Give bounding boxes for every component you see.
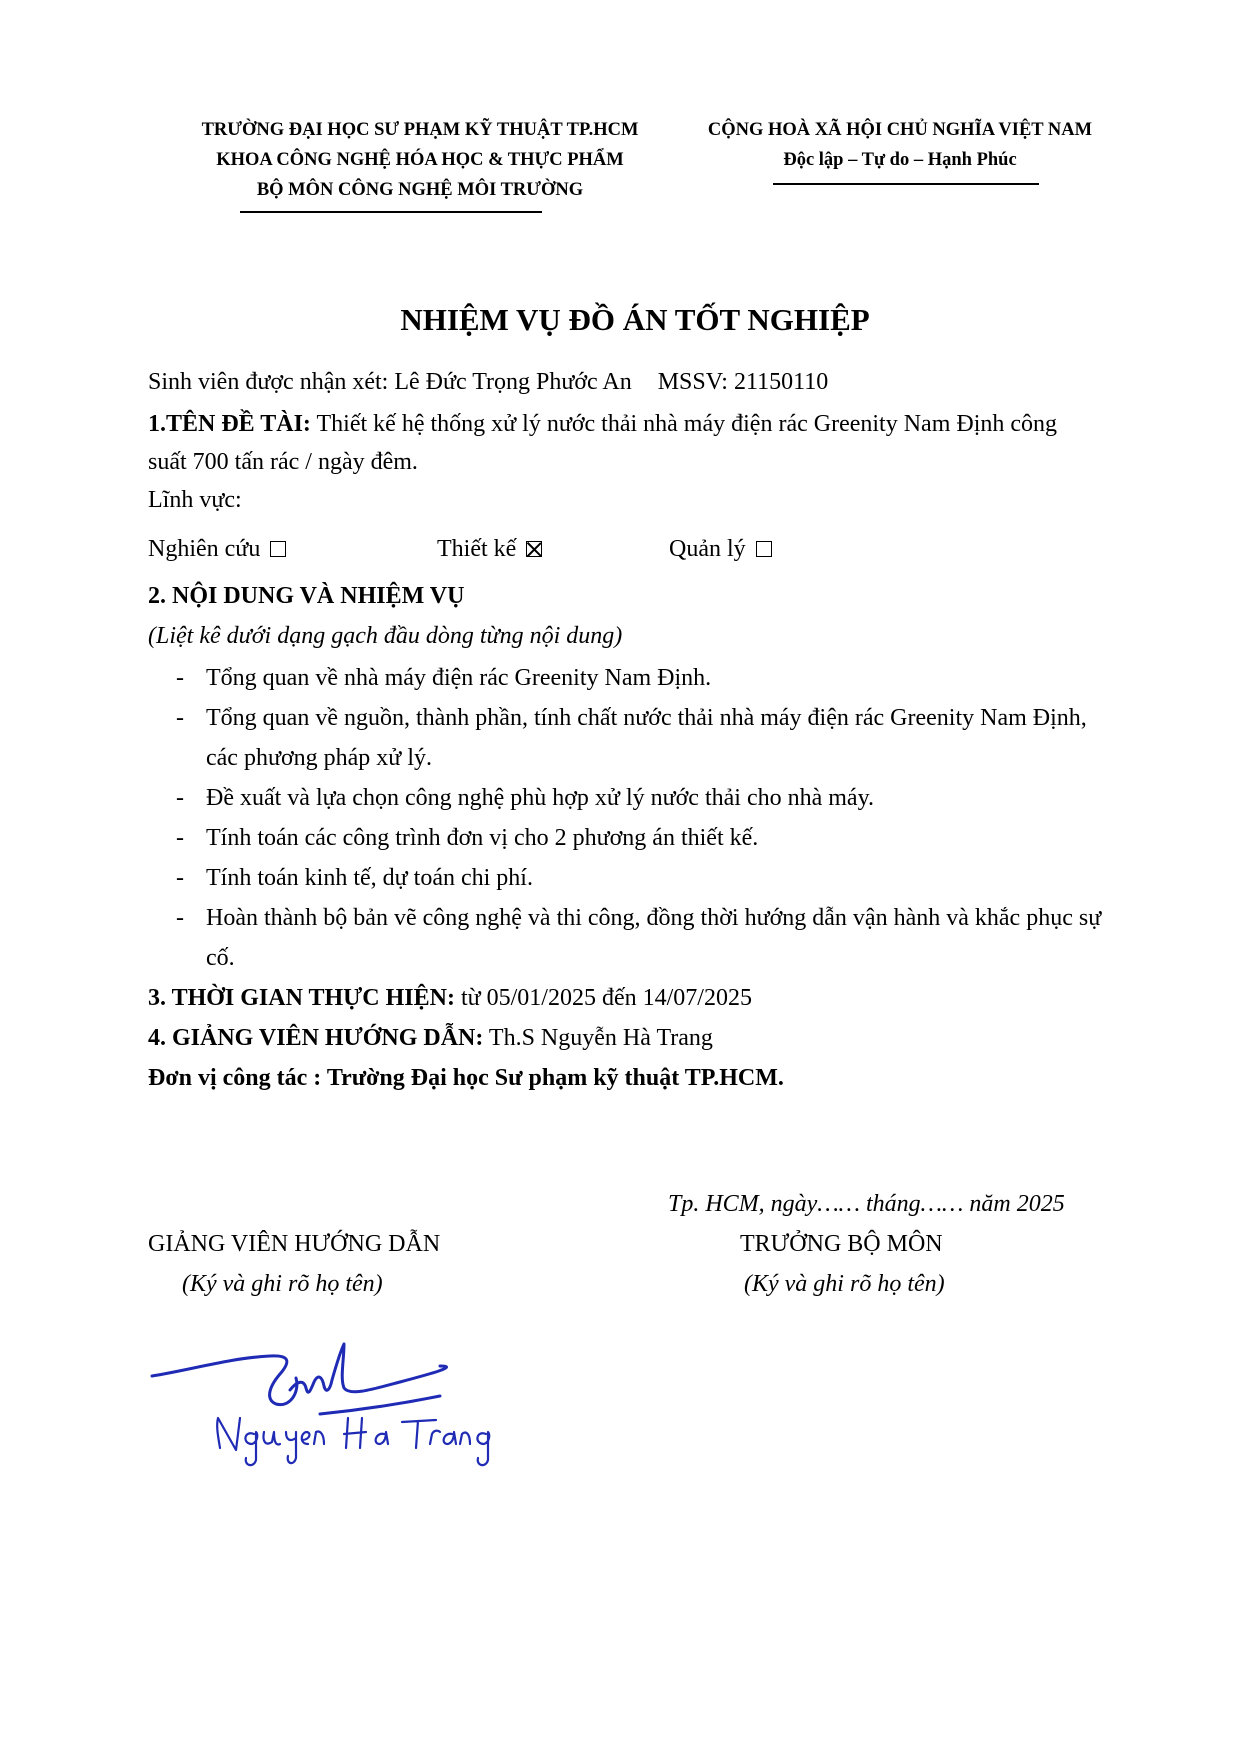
- option-design: [437, 533, 542, 565]
- option-research-checkbox[interactable]: [270, 541, 286, 557]
- section3-label: 3. THỜI GIAN THỰC HIỆN:: [148, 985, 455, 1011]
- national-title: CỘNG HOÀ XÃ HỘI CHỦ NGHĨA VIỆT NAM: [707, 120, 1093, 140]
- head-sign-note: (Ký và ghi rõ họ tên): [744, 1271, 945, 1297]
- section1-topic-line2: suất 700 tấn rác / ngày đêm.: [148, 449, 418, 475]
- section3-line: [148, 982, 752, 1014]
- dash-bullet: -: [176, 785, 184, 811]
- head-sign-title: TRƯỞNG BỘ MÔN: [740, 1231, 943, 1257]
- list-item: - Tổng quan về nguồn, thành phần, tính chất nước thải nhà máy điện rác Greenity Nam Định, các phương pháp xử lý.: [148, 698, 1106, 778]
- section3-period: từ 05/01/2025 đến 14/07/2025: [460, 985, 752, 1011]
- option-management-label: Quản lý: [669, 536, 746, 562]
- date-line: Tp. HCM, ngày…… tháng…… năm 2025: [668, 1191, 1065, 1217]
- list-item: - Tính toán các công trình đơn vị cho 2 phương án thiết kế.: [148, 818, 1106, 858]
- supervisor-name: Th.S Nguyễn Hà Trang: [488, 1025, 713, 1051]
- supervisor-sign-title: GIẢNG VIÊN HƯỚNG DẪN: [148, 1231, 441, 1257]
- section1-label: 1.TÊN ĐỀ TÀI:: [148, 411, 311, 437]
- section1-line1: [148, 408, 1057, 440]
- option-management: [669, 533, 772, 565]
- section2-label: 2. NỘI DUNG VÀ NHIỆM VỤ: [148, 583, 465, 609]
- document-title: NHIỆM VỤ ĐỒ ÁN TỐT NGHIỆP: [400, 302, 870, 337]
- option-design-label: Thiết kế: [437, 536, 517, 562]
- option-design-checkbox[interactable]: [526, 541, 542, 557]
- list-item: - Đề xuất và lựa chọn công nghệ phù hợp xử lý nước thải cho nhà máy.: [148, 778, 1106, 818]
- option-research: [148, 533, 286, 565]
- dash-bullet: -: [176, 665, 184, 691]
- dash-bullet: -: [176, 905, 184, 931]
- header-right: [680, 115, 1120, 175]
- supervisor-sign-note: (Ký và ghi rõ họ tên): [182, 1271, 383, 1297]
- workplace-line: Đơn vị công tác : Trường Đại học Sư phạm kỹ thuật TP.HCM.: [148, 1065, 784, 1091]
- section4-label: 4. GIẢNG VIÊN HƯỚNG DẪN:: [148, 1025, 484, 1051]
- department-name: BỘ MÔN CÔNG NGHỆ MÔI TRƯỜNG: [256, 180, 584, 200]
- dash-bullet: -: [176, 865, 184, 891]
- handwritten-signature: [140, 1330, 500, 1490]
- field-label: Lĩnh vực:: [148, 487, 242, 513]
- university-name: TRƯỜNG ĐẠI HỌC SƯ PHẠM KỸ THUẬT TP.HCM: [201, 120, 639, 140]
- header-left-rule: [240, 211, 542, 213]
- section2-note: (Liệt kê dưới dạng gạch đầu dòng từng nội dung): [148, 623, 623, 649]
- faculty-name: KHOA CÔNG NGHỆ HÓA HỌC & THỰC PHẨM: [216, 150, 624, 170]
- student-id: 21150110: [733, 369, 829, 395]
- header-left: [150, 115, 690, 205]
- dash-bullet: -: [176, 825, 184, 851]
- student-line: [148, 366, 828, 398]
- student-name: Lê Đức Trọng Phước An: [394, 369, 632, 395]
- list-item: - Tổng quan về nhà máy điện rác Greenity Nam Định.: [148, 658, 1106, 698]
- dash-bullet: -: [176, 705, 184, 731]
- section1-topic-line1: Thiết kế hệ thống xử lý nước thải nhà máy điện rác Greenity Nam Định công: [316, 411, 1058, 437]
- student-id-label: MSSV:: [657, 369, 728, 395]
- header-right-rule: [773, 183, 1039, 185]
- section4-line: [148, 1022, 713, 1054]
- list-item: - Tính toán kinh tế, dự toán chi phí.: [148, 858, 1106, 898]
- task-list: [148, 658, 1106, 978]
- student-label: Sinh viên được nhận xét:: [148, 369, 389, 395]
- option-research-label: Nghiên cứu: [148, 536, 261, 562]
- option-management-checkbox[interactable]: [756, 541, 772, 557]
- national-motto: Độc lập – Tự do – Hạnh Phúc: [783, 150, 1017, 170]
- list-item: - Hoàn thành bộ bản vẽ công nghệ và thi công, đồng thời hướng dẫn vận hành và khắc phục sự cố.: [148, 898, 1106, 978]
